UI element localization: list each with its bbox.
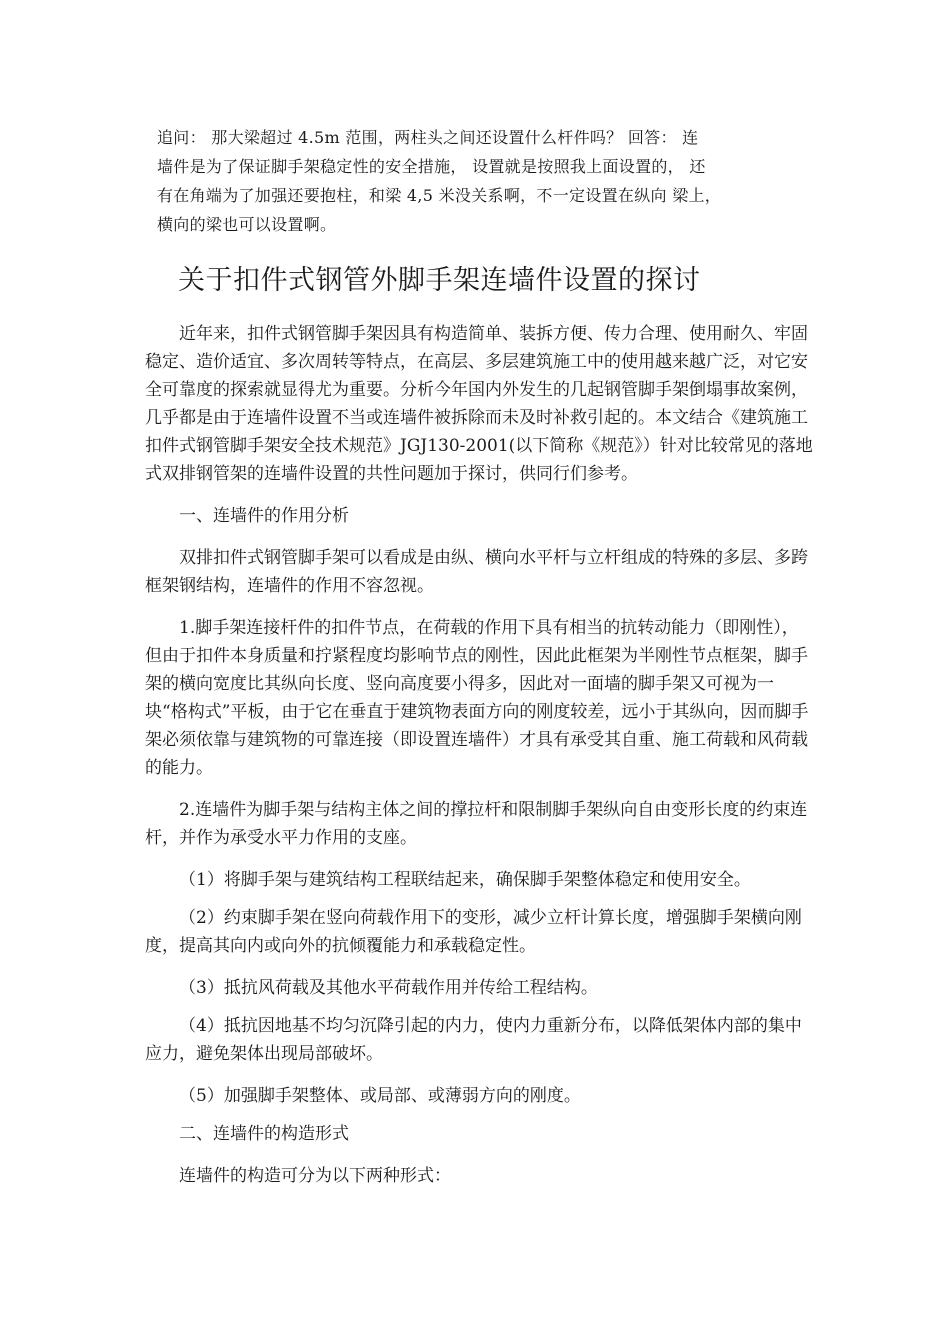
sub-point-3: （3）抵抗风荷载及其他水平荷载作用并传给工程结构。 [179,978,598,998]
section-1-intro: 双排扣件式钢管脚手架可以看成是由纵、横向水平杆与立杆组成的特殊的多层、多跨框架钢结构，连墙件的作用不容忽视。 [145,548,808,596]
section-2-heading: 二、连墙件的构造形式 [179,1124,349,1144]
article-body [145,320,815,1204]
article-title: 关于扣件式钢管外脚手架连墙件设置的探讨 [178,265,701,296]
qa-line-3: 有在角端为了加强还要抱柱，和梁 4,5 米没关系啊，不一定设置在纵向 梁上， [157,186,722,205]
sub-point-4: （4）抵抗因地基不均匀沉降引起的内力，使内力重新分布，以降低架体内部的集中应力，避免架体出现局部破坏。 [145,1016,802,1064]
section-1-heading: 一、连墙件的作用分析 [179,506,349,526]
point-1: 1.脚手架连接杆件的扣件节点，在荷载的作用下具有相当的抗转动能力（即刚性），但由于扣件本身质量和拧紧程度均影响节点的刚性，因此此框架为半刚性节点框架，脚手架的横向宽度比其纵向长度、竖向高度要小得多，因此对一面墙的脚手架又可视为一块“格构式”平板，由于它在垂直于建筑物表面方向的刚度较差，远小于其纵向，因而脚手架必须依靠与建筑物的可靠连接（即设置连墙件）才具有承受其自重、施工荷载和风荷载的能力。 [145,618,809,778]
sub-point-1: （1）将脚手架与建筑结构工程联结起来，确保脚手架整体稳定和使用安全。 [179,870,751,890]
sub-point-5: （5）加强脚手架整体、或局部、或薄弱方向的刚度。 [179,1086,581,1106]
sub-point-2: （2）约束脚手架在竖向荷载作用下的变形，减少立杆计算长度，增强脚手架横向刚度，提高其向内或向外的抗倾覆能力和承载稳定性。 [145,908,802,956]
point-2: 2.连墙件为脚手架与结构主体之间的撑拉杆和限制脚手架纵向自由变形长度的约束连杆，并作为承受水平力作用的支座。 [145,800,808,848]
qa-line-4: 横向的梁也可以设置啊。 [157,215,337,234]
qa-line-2: 墙件是为了保证脚手架稳定性的安全措施， 设置就是按照我上面设置的， 还 [157,157,706,176]
qa-line-1: 追问： 那大梁超过 4.5m 范围，两柱头之间还设置什么杆件吗？ 回答： 连 [157,128,699,147]
intro-paragraph: 近年来，扣件式钢管脚手架因具有构造简单、装拆方便、传力合理、使用耐久、牢固稳定、造价适宜、多次周转等特点，在高层、多层建筑施工中的使用越来越广泛，对它安全可靠度的探索就显得尤为重要。分析今年国内外发生的几起钢管脚手架倒塌事故案例，几乎都是由于连墙件设置不当或连墙件被拆除而未及时补救引起的。本文结合《建筑施工扣件式钢管脚手架安全技术规范》JGJ130-2001(以下简称《规范》）针对比较常见的落地式双排钢管架的连墙件设置的共性问题加于探讨，供同行们参考。 [145,324,813,484]
section-2-intro: 连墙件的构造可分为以下两种形式： [179,1166,451,1186]
qa-intro [157,123,817,239]
